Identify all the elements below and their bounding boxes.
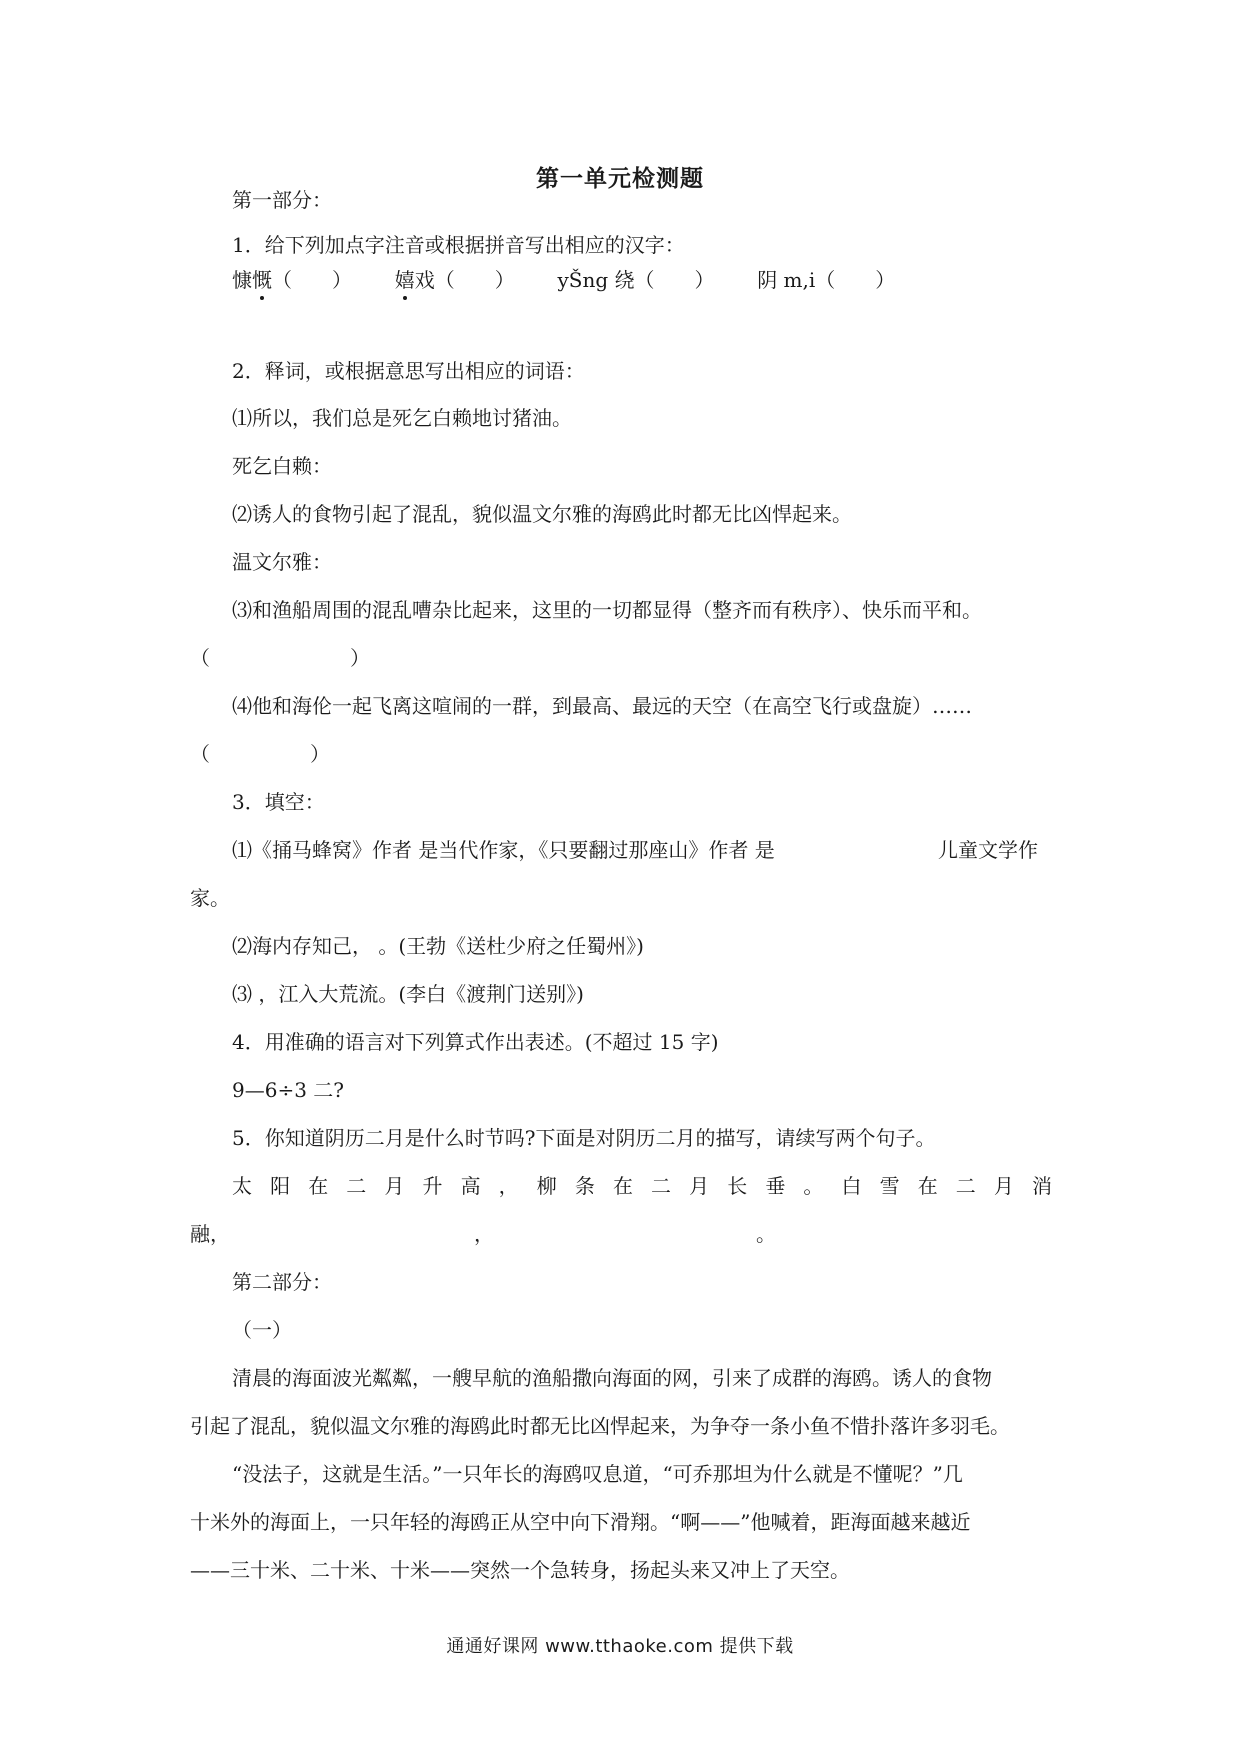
q5-prompt: 5．你知道阴历二月是什么时节吗?下面是对阴历二月的描写，请续写两个句子。 [232, 1126, 936, 1150]
q1-item-2: 嬉戏（ ） [394, 268, 515, 292]
q3-s2: ⑵海内存知己， 。(王勃《送杜少府之任蜀州》) [232, 934, 644, 958]
footer-credit: 通通好课网 www.tthaoke.com 提供下载 [446, 1636, 794, 1657]
q2-s3: ⑶和渔船周围的混乱嘈杂比起来，这里的一切都显得（整齐而有秩序）、快乐而平和。 [232, 598, 982, 622]
q1-prompt: 1．给下列加点字注音或根据拼音写出相应的汉字： [232, 233, 685, 257]
q5-line1: 太 阳 在 二 月 升 高 ， 柳 条 在 二 月 长 垂 。 白 雪 在 二 月 消 [232, 1174, 1052, 1198]
q5-line2c: 。 [756, 1222, 776, 1246]
q2-s2-term: 温文尔雅： [232, 550, 332, 574]
q2-s4: ⑷他和海伦一起飞离这喧闹的一群，到最高、最远的天空（在高空飞行或盘旋）…… [232, 694, 972, 718]
q1-item-3: yŠng 绕（ ） [557, 268, 715, 292]
passage-p2a: “没法子，这就是生活。”一只年长的海鸥叹息道，“可乔那坦为什么就是不懂呢？”几 [232, 1462, 963, 1486]
q2-s4-blank: （ ） [190, 742, 330, 766]
q2-s3-blank: （ ） [190, 646, 370, 670]
q1-item-4: 阴 m,i（ ） [757, 268, 896, 292]
q3-s1b: 儿童文学作 [938, 838, 1038, 862]
dotted-char: 嬉 [394, 268, 415, 292]
q4-formula: 9—6÷3 二? [232, 1078, 345, 1102]
dotted-char: 慨 [252, 268, 272, 292]
q5-line2b: ， [474, 1222, 494, 1246]
passage-p2c: ——三十米、二十米、十米——突然一个急转身，扬起头来又冲上了天空。 [190, 1558, 850, 1582]
q2-s2: ⑵诱人的食物引起了混乱，貌似温文尔雅的海鸥此时都无比凶悍起来。 [232, 502, 852, 526]
passage-p1b: 引起了混乱，貌似温文尔雅的海鸥此时都无比凶悍起来，为争夺一条小鱼不惜扑落许多羽毛。 [190, 1414, 1010, 1438]
part1-heading: 第一部分： [232, 188, 332, 212]
part2-heading: 第二部分： [232, 1270, 332, 1294]
passage-p1a: 清晨的海面波光粼粼，一艘早航的渔船撒向海面的网，引来了成群的海鸥。诱人的食物 [232, 1366, 992, 1390]
q2-s1: ⑴所以，我们总是死乞白赖地讨猪油。 [232, 406, 572, 430]
page-title: 第一单元检测题 [536, 166, 704, 192]
q3-s3: ⑶ ，江入大荒流。(李白《渡荆门送别》) [232, 982, 584, 1006]
q1-items [232, 266, 895, 294]
part2-sub: （一） [232, 1318, 292, 1342]
q4-prompt: 4．用准确的语言对下列算式作出表述。(不超过 15 字) [232, 1030, 719, 1054]
passage-p2b: 十米外的海面上，一只年轻的海鸥正从空中向下滑翔。“啊——”他喊着，距海面越来越近 [190, 1510, 971, 1534]
q3-s1c: 家。 [190, 886, 230, 910]
q2-prompt: 2．释词，或根据意思写出相应的词语： [232, 359, 585, 383]
q3-s1a: ⑴《捅马蜂窝》作者 是当代作家，《只要翻过那座山》作者 是 [232, 838, 775, 862]
q1-item-1: 慷慨（ ） [232, 268, 352, 292]
q5-line2a: 融， [190, 1222, 230, 1246]
q3-prompt: 3．填空： [232, 790, 325, 814]
q2-s1-term: 死乞白赖： [232, 454, 332, 478]
